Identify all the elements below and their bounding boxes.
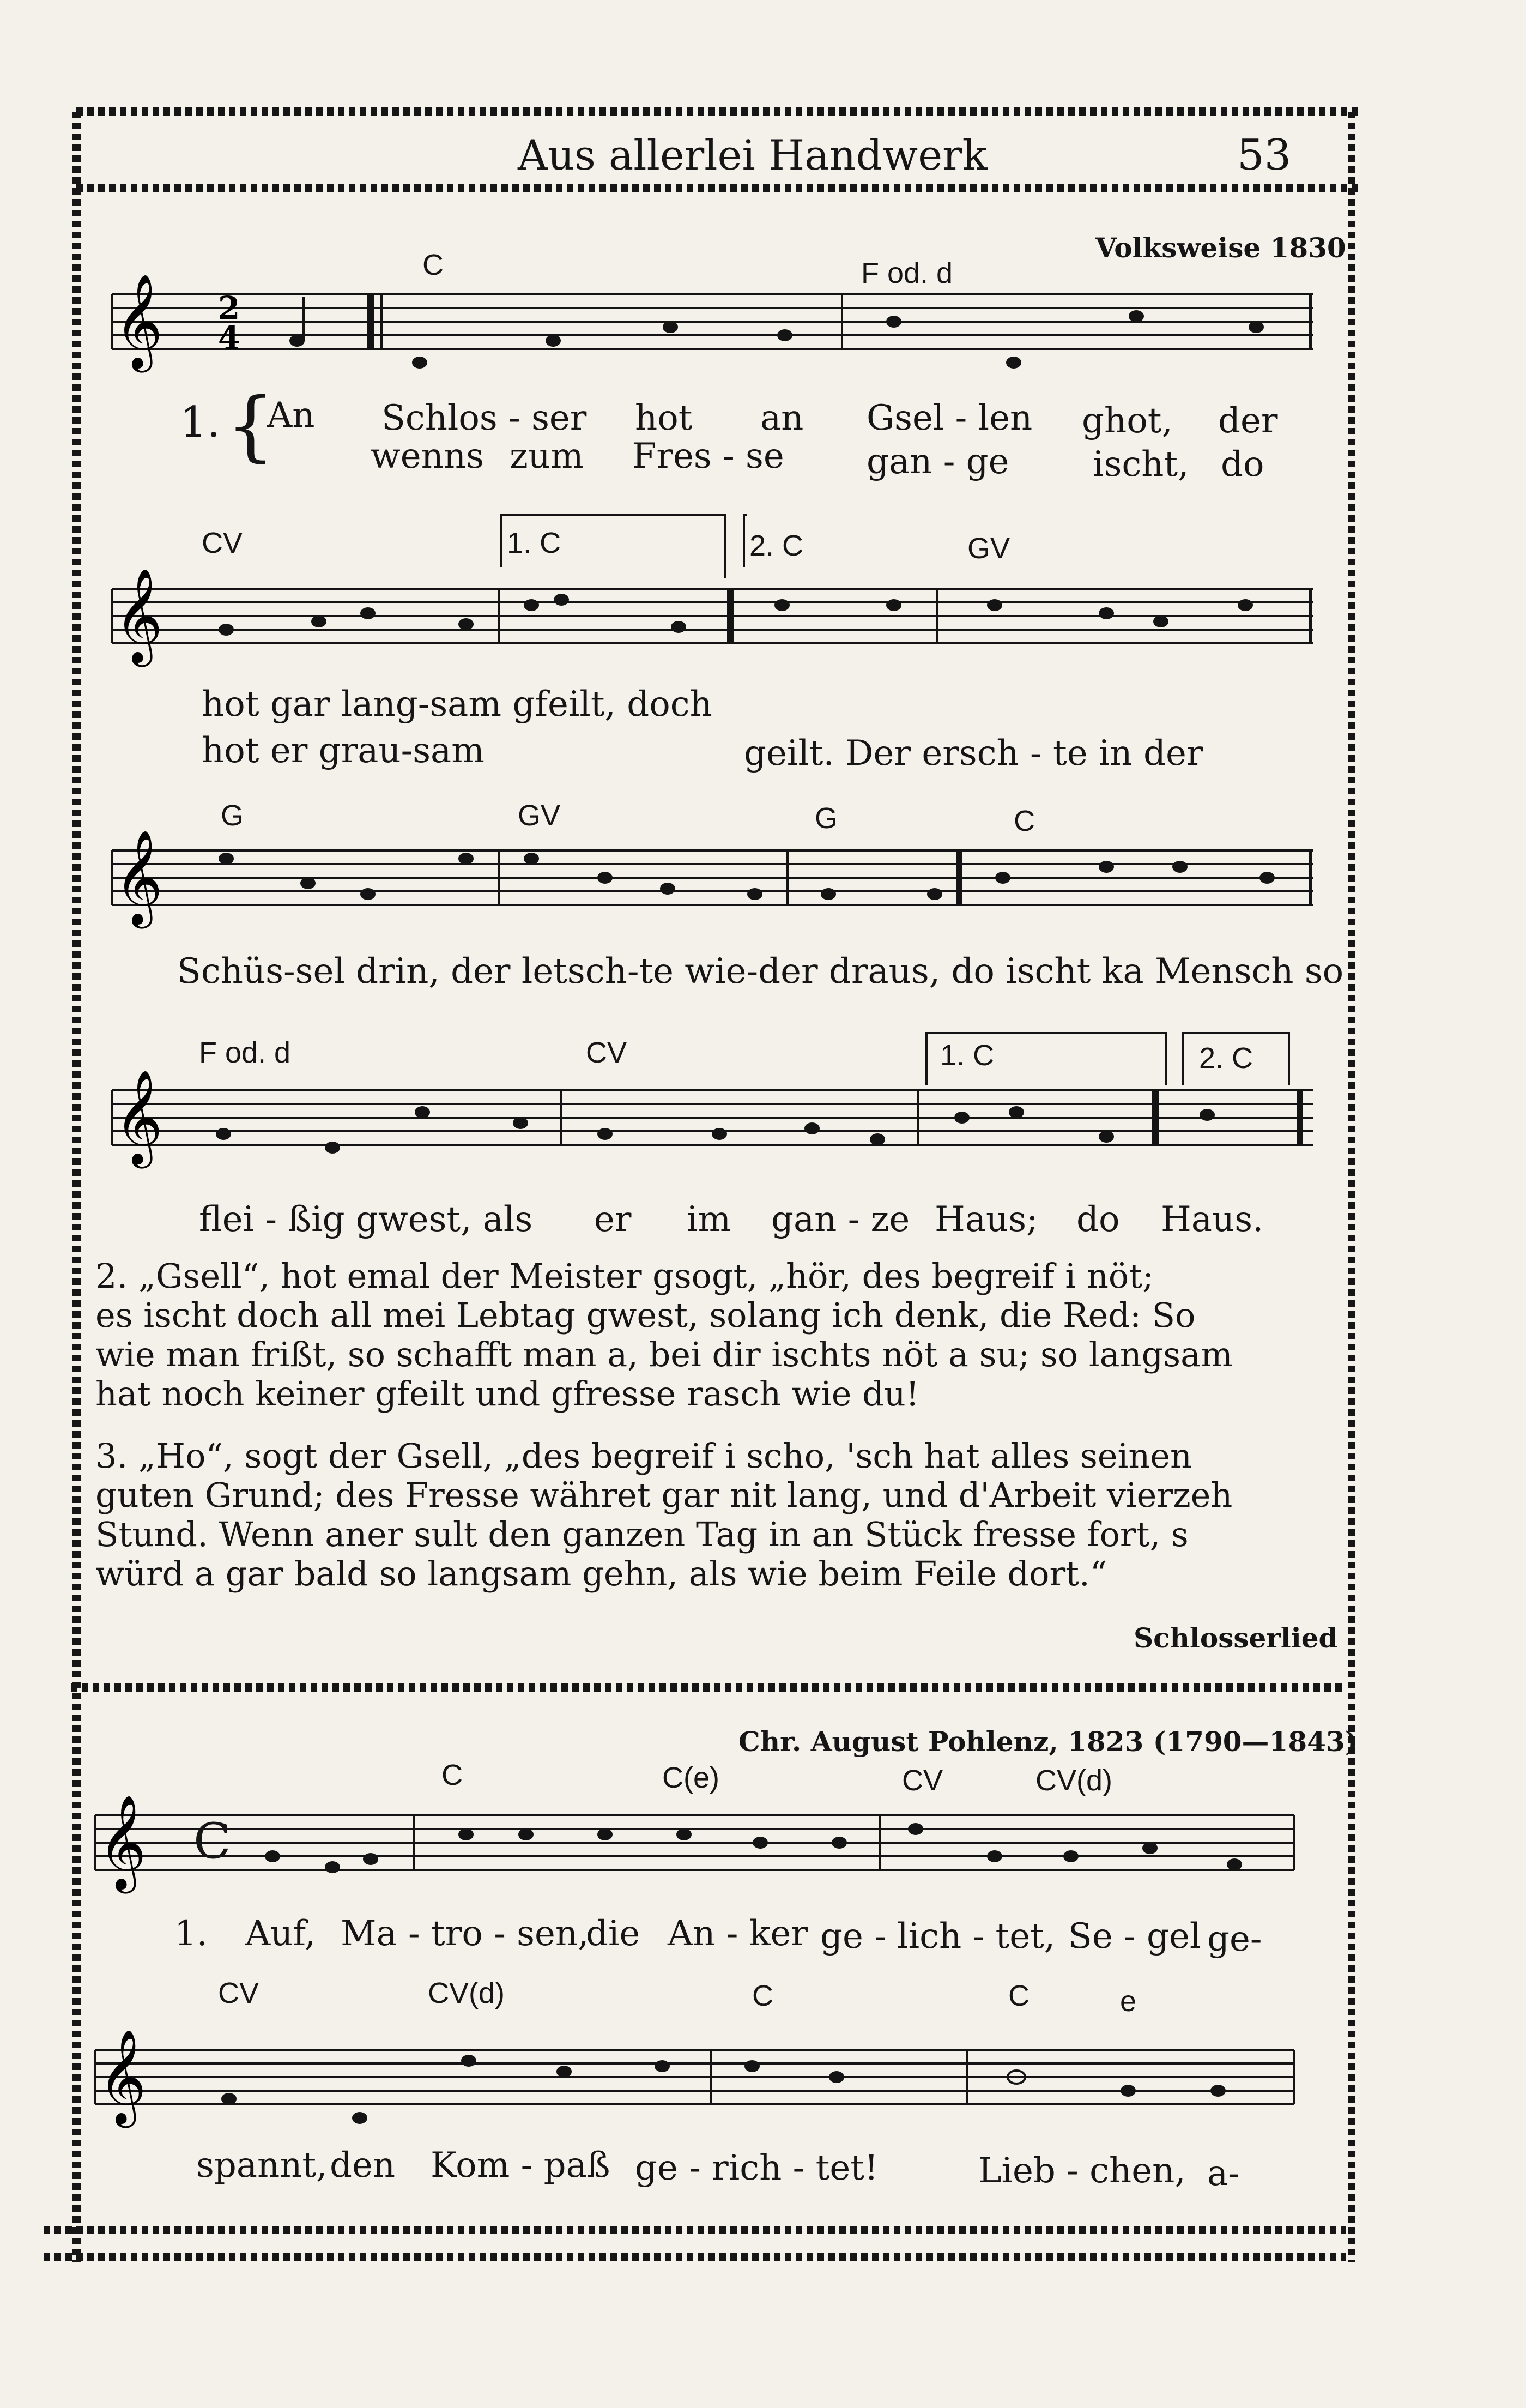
svg-text:𝄞: 𝄞	[98, 2029, 147, 2124]
lyric: er	[594, 1199, 632, 1240]
lyric: Fres - se	[632, 436, 784, 476]
chord: G	[815, 802, 838, 835]
lyric: ghot,	[1082, 401, 1173, 441]
lyric: der	[1218, 401, 1278, 441]
lyric-line: geilt. Der ersch - te in der	[744, 733, 1203, 774]
chord: CV	[218, 1977, 259, 2009]
stanza-line: „Ho“, sogt der Gsell, „des begreif i scho, 'sch hat alles seinen	[138, 1436, 1192, 1476]
chord: 2. C	[749, 529, 804, 562]
svg-text:𝄞: 𝄞	[114, 830, 163, 925]
chord: CV	[202, 527, 243, 559]
lyric-line: Schüs-sel drin, der letsch-te wie-der draus, do ischt ka Mensch so	[177, 951, 1344, 992]
page-number: 53	[1237, 131, 1292, 180]
stanza-number: 2.	[95, 1256, 128, 1296]
lyric: an	[760, 398, 804, 438]
lyric: Schlos - ser	[382, 398, 587, 438]
chord: GV	[967, 532, 1010, 565]
lyric: gan - ze	[771, 1199, 910, 1240]
lyric: die	[586, 1914, 640, 1954]
chord: F od. d	[861, 257, 953, 289]
lyric: An - ker	[668, 1914, 808, 1954]
time-signature: C	[193, 1813, 231, 1870]
stanza-line: „Gsell“, hot emal der Meister gsogt, „hör, des begreif i nöt;	[138, 1256, 1154, 1296]
stanza-number: 3.	[95, 1436, 128, 1476]
song1-source: Volksweise 1830	[1095, 232, 1346, 264]
lyric: ge - lich - tet,	[820, 1916, 1056, 1957]
lyric: gan - ge	[867, 442, 1009, 482]
lyric-line: hot gar lang-sam gfeilt, doch	[202, 684, 712, 725]
song1-title: Schlosserlied	[1134, 1622, 1338, 1654]
lyric: Se - gel	[1068, 1916, 1201, 1957]
lyric: Kom - paß	[431, 2145, 610, 2186]
lyric: Gsel - len	[867, 398, 1033, 438]
chord: G	[221, 799, 244, 832]
svg-text:𝄞: 𝄞	[114, 1070, 163, 1164]
lyric: ge - rich - tet!	[635, 2148, 879, 2188]
lyric: a-	[1207, 2153, 1240, 2194]
lyric: Haus.	[1161, 1199, 1264, 1240]
chord: C	[752, 1979, 773, 2012]
lyric: hot	[635, 398, 693, 438]
lyric: Ma - tro - sen,	[341, 1914, 589, 1954]
chord: CV	[586, 1036, 627, 1069]
chord: CV(d)	[1036, 1764, 1113, 1797]
chord: CV(d)	[428, 1977, 505, 2009]
lyric: im	[687, 1199, 731, 1240]
lyric: wenns	[371, 436, 484, 476]
lyric-line: hot er grau-sam	[202, 731, 485, 771]
lyric: ischt,	[1093, 444, 1189, 485]
song2-source: Chr. August Pohlenz, 1823 (1790—1843)	[738, 1725, 1358, 1758]
header-title: Aus allerlei Handwerk	[518, 131, 988, 179]
stanza-line: es ischt doch all mei Lebtag gwest, solang ich denk, die Red: So	[95, 1295, 1196, 1335]
stanza-line: hat noch keiner gfeilt und gfresse rasch wie du!	[95, 1374, 919, 1414]
stanza-line: guten Grund; des Fresse währet gar nit lang, und d'Arbeit vierzeh	[95, 1475, 1233, 1515]
lyric: spannt,	[196, 2145, 328, 2186]
stanza-line: Stund. Wenn aner sult den ganzen Tag in an Stück fresse fort, s	[95, 1514, 1189, 1554]
lyric: do	[1076, 1199, 1120, 1240]
chord: 1. C	[940, 1039, 995, 1072]
svg-text:𝄞: 𝄞	[114, 568, 163, 663]
lyric: zum	[510, 436, 584, 476]
lyric: An	[267, 395, 315, 436]
lyric: den	[330, 2145, 396, 2186]
chord: CV	[902, 1764, 943, 1797]
chord: C	[1008, 1979, 1030, 2012]
verse-number: 1.	[180, 398, 221, 447]
chord: C	[422, 249, 444, 281]
svg-text:2: 2	[218, 289, 240, 327]
chord: C	[1014, 805, 1035, 837]
chord: GV	[518, 799, 561, 832]
chord: 2. C	[1199, 1042, 1254, 1075]
lyric: 1.	[174, 1914, 208, 1954]
lyric: flei - ßig gwest, als	[199, 1199, 533, 1240]
lyric: ge-	[1207, 1919, 1262, 1959]
stanza-line: wie man frißt, so schafft man a, bei dir ischts nöt a su; so langsam	[95, 1335, 1233, 1374]
chord: e	[1120, 1985, 1137, 2018]
chord: C	[441, 1759, 463, 1791]
svg-text:4: 4	[218, 319, 240, 357]
chord: C(e)	[662, 1761, 719, 1794]
chord: F od. d	[199, 1036, 291, 1069]
svg-text:𝄞: 𝄞	[114, 274, 163, 369]
lyric: Haus;	[935, 1199, 1038, 1240]
lyric: Lieb - chen,	[978, 2151, 1186, 2191]
svg-text:𝄞: 𝄞	[98, 1795, 147, 1890]
stanza-line: würd a gar bald so langsam gehn, als wie beim Feile dort.“	[95, 1554, 1107, 1594]
lyric: do	[1221, 444, 1264, 485]
chord: 1. C	[507, 527, 561, 559]
lyric: Auf,	[245, 1914, 316, 1954]
brace: {	[226, 382, 275, 470]
